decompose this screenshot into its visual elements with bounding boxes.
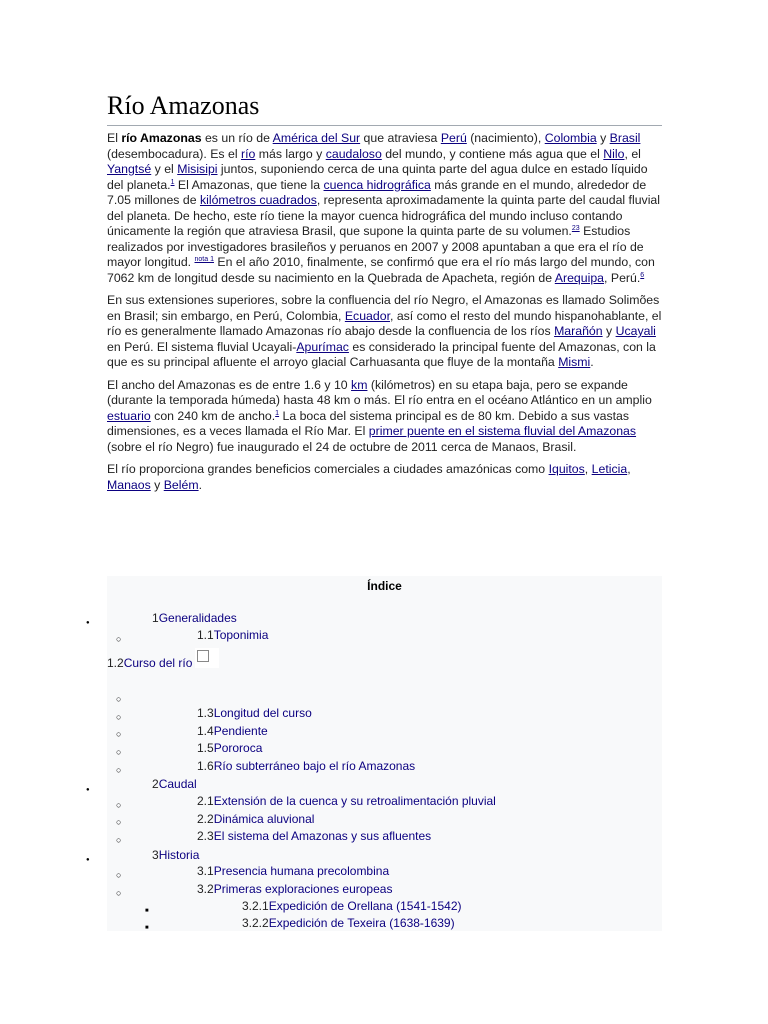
toc-toggle-checkbox[interactable] [197, 650, 209, 662]
width-paragraph [107, 378, 663, 456]
toc-number: 3.2.2 [242, 916, 269, 930]
link-maranon[interactable]: Marañón [554, 324, 603, 338]
toc-number: 3 [152, 848, 159, 862]
text-span: , Perú. [604, 270, 641, 285]
reference-link[interactable]: 1 [170, 178, 175, 186]
square-bullet-icon [145, 902, 149, 917]
article-body [107, 131, 663, 500]
link-cuenca-hidrografica[interactable]: cuenca hidrográfica [323, 177, 431, 192]
text-span: (sobre el río Negro) fue inaugurado el 24 de octubre de 2011 cerca de Manaos, Brasil. [107, 439, 577, 454]
square-bullet-icon [145, 919, 149, 934]
toc-number: 3.1 [197, 864, 214, 878]
text-span: que atraviesa [360, 131, 441, 145]
toc-item-2-2[interactable] [197, 812, 314, 826]
text-span: en Perú. El sistema fluvial Ucayali- [107, 339, 297, 354]
toc-number: 1 [152, 611, 159, 625]
toc-label: Río subterráneo bajo el río Amazonas [213, 759, 416, 773]
circle-bullet-icon [116, 692, 121, 705]
toc-number: 2.1 [197, 794, 214, 808]
toc-number: 2.2 [197, 812, 214, 826]
toc-label: Generalidades [158, 611, 237, 625]
text-span: es considerado la principal fuente del Amazonas, con la que es su principal afluente el arroyo glacial Carhuasanta que fluye de la montaña [107, 339, 656, 369]
toc-item-1-6[interactable] [197, 759, 415, 773]
toc-label: Expedición de Orellana (1541-1542) [268, 899, 462, 913]
toc-item-2-1[interactable] [197, 794, 496, 808]
toc-label: Pororoca [213, 741, 263, 755]
circle-bullet-icon [116, 798, 121, 811]
text-span: y [596, 131, 610, 145]
toc-number: 1.2 [107, 656, 124, 670]
text-span: más largo y [255, 146, 326, 161]
text-span: En sus extensiones superiores, sobre la confluencia del río Negro, el Amazonas es llamado Solimões en Brasil; sin embargo, en Perú, Colombia, [107, 293, 660, 323]
toc-item-3-2-2[interactable] [242, 916, 455, 930]
circle-bullet-icon [116, 833, 121, 846]
toc-number: 2.3 [197, 829, 214, 843]
link-belem[interactable]: Belém [163, 477, 199, 492]
link-kilometros-cuadrados[interactable]: kilómetros cuadrados [199, 193, 317, 207]
text-span: En el año 2010, finalmente, se confirmó que era el río más largo del mundo, con 7062 km de longitud desde su nacimiento en la Quebrada de Apacheta, región de [107, 255, 655, 285]
link-nilo[interactable]: Nilo [603, 146, 625, 161]
toc-label: Primeras exploraciones europeas [213, 882, 393, 896]
toc-label: Toponimia [213, 628, 269, 642]
text-span: (nacimiento), [466, 131, 545, 145]
toc-number: 1.5 [197, 741, 214, 755]
link-km[interactable]: km [351, 377, 368, 392]
text-span: , así como el resto del mundo hispanohablante, el río es generalmente llamado Amazonas río abajo desde la confluencia de los ríos [107, 308, 662, 338]
text-span: . [198, 477, 203, 492]
link-iquitos[interactable]: Iquitos [548, 462, 585, 476]
toc-label: Extensión de la cuenca y su retroalimentación pluvial [213, 794, 496, 808]
text-span: El [107, 131, 122, 145]
upper-course-paragraph [107, 293, 663, 371]
toc-item-1-5[interactable] [197, 741, 262, 755]
toc-number: 3.2.1 [242, 899, 269, 913]
toc-label: Pendiente [213, 724, 268, 738]
disc-bullet-icon [86, 781, 90, 796]
toc-label: Curso del río [123, 656, 193, 670]
toc-label: Longitud del curso [213, 706, 312, 720]
toc-item-1-1[interactable] [197, 628, 268, 642]
toc-number: 1.4 [197, 724, 214, 738]
text-span: más grande en el mundo, alrededor de 7.05 millones de [107, 177, 647, 207]
text-span: juntos, suponiendo cerca de una quinta parte del agua dulce en estado líquido del planeta. [107, 162, 648, 192]
reference-link[interactable]: nota 1 [194, 256, 214, 263]
text-span: , el [624, 146, 641, 161]
toc-number: 3.2 [197, 882, 214, 896]
link-peru[interactable]: Perú [440, 131, 467, 145]
toc-label: Historia [158, 848, 200, 862]
toc-label: El sistema del Amazonas y sus afluentes [213, 829, 432, 843]
link-mismi[interactable]: Mismi [558, 355, 591, 369]
link-arequipa[interactable]: Arequipa [554, 270, 605, 285]
toc-label: Caudal [158, 777, 197, 791]
link-misisipi[interactable]: Misisipi [177, 162, 218, 176]
circle-bullet-icon [116, 710, 121, 723]
toc-number: 2 [152, 777, 159, 791]
toc-item-1-4[interactable] [197, 724, 268, 738]
circle-bullet-icon [116, 886, 121, 899]
toc-label: Expedición de Texeira (1638-1639) [268, 916, 455, 930]
circle-bullet-icon [116, 868, 121, 881]
link-manaos[interactable]: Manaos [107, 477, 151, 492]
toc-item-2-3[interactable] [197, 829, 431, 843]
link-ucayali[interactable]: Ucayali [615, 324, 656, 338]
circle-bullet-icon [116, 745, 121, 758]
link-primer-puente-en-el-sistema-fluvial-del-amazonas[interactable]: primer puente en el sistema fluvial del Amazonas [368, 424, 637, 438]
text-span: El río proporciona grandes beneficios comerciales a ciudades amazónicas como [107, 462, 549, 476]
circle-bullet-icon [116, 727, 121, 740]
reference-link[interactable]: 23 [571, 225, 580, 232]
link-colombia[interactable]: Colombia [544, 131, 597, 145]
reference-link[interactable]: 1 [275, 409, 280, 417]
toc-item-1-2[interactable] [107, 656, 192, 670]
toc-number: 1.3 [197, 706, 214, 720]
text-span: . [590, 355, 594, 369]
reference-link[interactable]: 6 [640, 271, 645, 279]
text-span: , representa aproximadamente la quinta parte del caudal fluvial del planeta. De hecho, este río tiene la mayor cuenca hidrográfica del mundo incluso contando únicamente la región que atraviesa Brasil, que supone la quinta parte de su volumen. [107, 193, 660, 238]
circle-bullet-icon [116, 763, 121, 776]
toc-label: Dinámica aluvional [213, 812, 315, 826]
circle-bullet-icon [116, 632, 121, 645]
text-span: y [602, 324, 616, 338]
link-leticia[interactable]: Leticia [591, 462, 628, 476]
commerce-paragraph [107, 462, 663, 493]
text-span: con 240 km de ancho. [150, 408, 276, 423]
toc-item-2[interactable] [152, 777, 197, 791]
text-span: , [627, 462, 631, 476]
link-america-del-sur[interactable]: América del Sur [272, 131, 361, 145]
text-span: del mundo, y contiene más agua que el [381, 146, 604, 161]
toc-number: 1.1 [197, 628, 214, 642]
circle-bullet-icon [116, 815, 121, 828]
toc-item-3-2-1[interactable] [242, 899, 462, 913]
text-span: La boca del sistema principal es de 80 km. Debido a sus vastas dimensiones, es a veces llamada el Río Mar. El [107, 408, 630, 438]
text-span: El ancho del Amazonas es de entre 1.6 y 10 [107, 377, 352, 392]
link-yangtse[interactable]: Yangtsé [107, 162, 152, 176]
toc-item-1-3[interactable] [197, 706, 312, 720]
disc-bullet-icon [86, 851, 90, 866]
text-span: (kilómetros) en su etapa baja, pero se expande (durante la temporada húmeda) hasta 48 km o más. El río entra en el océano Atlántico en un amplio [107, 377, 652, 407]
toc-item-1[interactable] [152, 611, 237, 625]
text-span: (desembocadura). Es el [107, 146, 241, 161]
toc-item-3-1[interactable] [197, 864, 389, 878]
toc-title: Índice [367, 579, 402, 593]
bold-term: río Amazonas [121, 131, 202, 145]
link-rio[interactable]: río [240, 146, 256, 161]
text-span: y [150, 477, 164, 492]
text-span: y el [151, 162, 178, 176]
toc-label: Presencia humana precolombina [213, 864, 390, 878]
page-title: Río Amazonas [107, 89, 662, 126]
link-estuario[interactable]: estuario [107, 408, 151, 423]
toc-item-3[interactable] [152, 848, 199, 862]
text-span: Estudios realizados por investigadores brasileños y peruanos en 2007 y 2008 apuntaban a que era el río de mayor longitud. [107, 224, 644, 269]
text-span: El Amazonas, que tiene la [174, 177, 324, 192]
toc-item-3-2[interactable] [197, 882, 392, 896]
text-span: , [584, 462, 592, 476]
text-span: es un río de [201, 131, 273, 145]
link-brasil[interactable]: Brasil [609, 131, 641, 145]
intro-paragraph [107, 131, 663, 286]
link-ecuador[interactable]: Ecuador [344, 308, 390, 323]
link-caudaloso[interactable]: caudaloso [325, 146, 382, 161]
disc-bullet-icon [86, 614, 90, 629]
toc-number: 1.6 [197, 759, 214, 773]
link-apurimac[interactable]: Apurímac [296, 339, 349, 354]
